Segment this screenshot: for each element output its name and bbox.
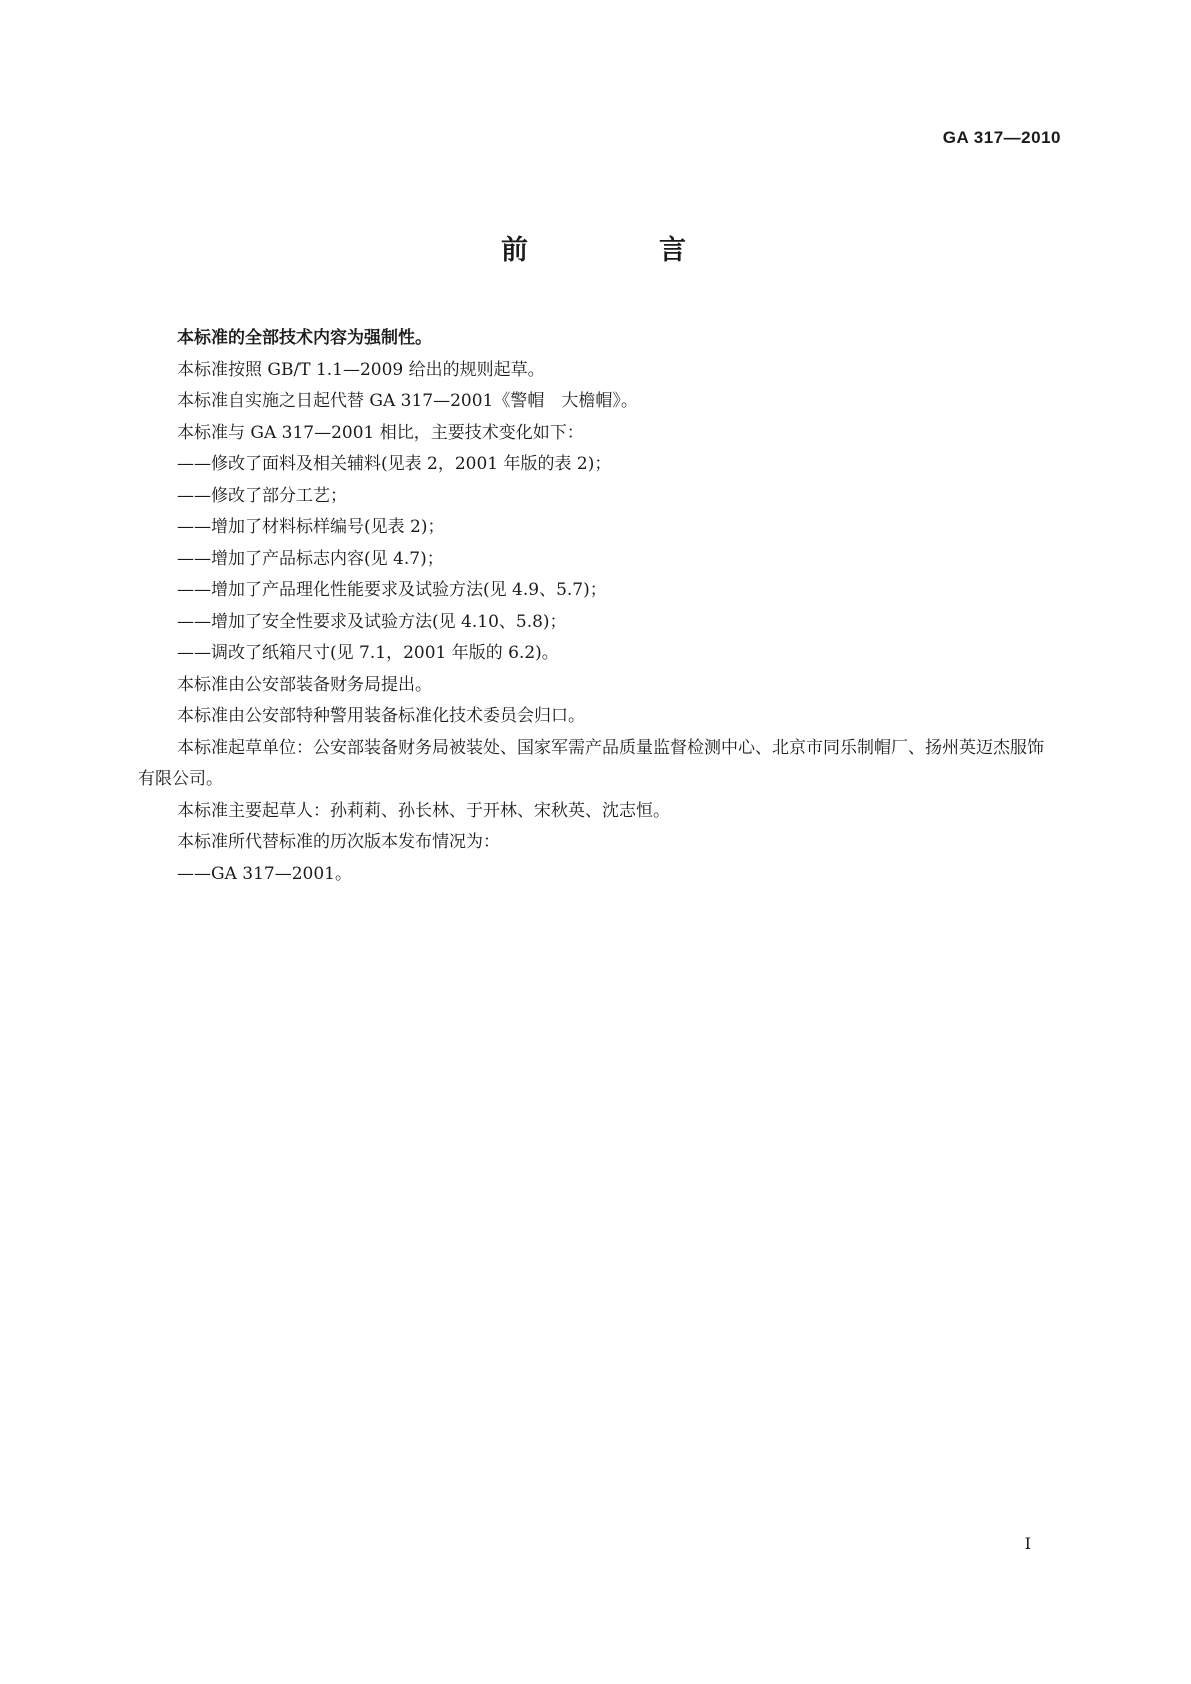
- paragraph-replaces: 本标准自实施之日起代替 GA 317—2001《警帽 大檐帽》。: [177, 391, 638, 411]
- change-item: ——修改了部分工艺；: [177, 485, 347, 506]
- change-item: ——增加了材料标样编号(见表 2)；: [177, 517, 445, 537]
- change-item: ——增加了产品理化性能要求及试验方法(见 4.9、5.7)；: [177, 580, 607, 600]
- paragraph-previous-editions: 本标准所代替标准的历次版本发布情况为：: [177, 832, 500, 852]
- foreword-body: [138, 323, 1059, 890]
- paragraph-drafting-units: 本标准起草单位：公安部装备财务局被装处、国家军需产品质量监督检测中心、北京市同乐制帽厂、扬州英迈杰服饰有限公司。: [138, 737, 1044, 789]
- page-number: I: [1024, 1534, 1031, 1553]
- paragraph-mandatory-statement: 本标准的全部技术内容为强制性。: [177, 328, 432, 348]
- paragraph-changes-intro: 本标准与 GA 317—2001 相比，主要技术变化如下：: [177, 422, 584, 443]
- paragraph-proposed-by: 本标准由公安部装备财务局提出。: [177, 674, 432, 695]
- change-item: ——增加了产品标志内容(见 4.7)；: [177, 548, 444, 569]
- change-item: ——调改了纸箱尺寸(见 7.1，2001 年版的 6.2)。: [177, 643, 559, 663]
- standard-number: GA 317—2010: [942, 128, 1061, 147]
- page-title: 前 言: [501, 235, 738, 266]
- previous-edition-item: ——GA 317—2001。: [177, 863, 352, 884]
- paragraph-technical-committee: 本标准由公安部特种警用装备标准化技术委员会归口。: [177, 706, 585, 726]
- change-item: ——增加了安全性要求及试验方法(见 4.10、5.8)；: [177, 611, 567, 632]
- paragraph-drafters: 本标准主要起草人：孙莉莉、孙长林、于开林、宋秋英、沈志恒。: [177, 800, 670, 821]
- change-item: ——修改了面料及相关辅料(见表 2，2001 年版的表 2)；: [177, 454, 612, 474]
- paragraph-drafting-rules: 本标准按照 GB/T 1.1—2009 给出的规则起草。: [177, 359, 545, 380]
